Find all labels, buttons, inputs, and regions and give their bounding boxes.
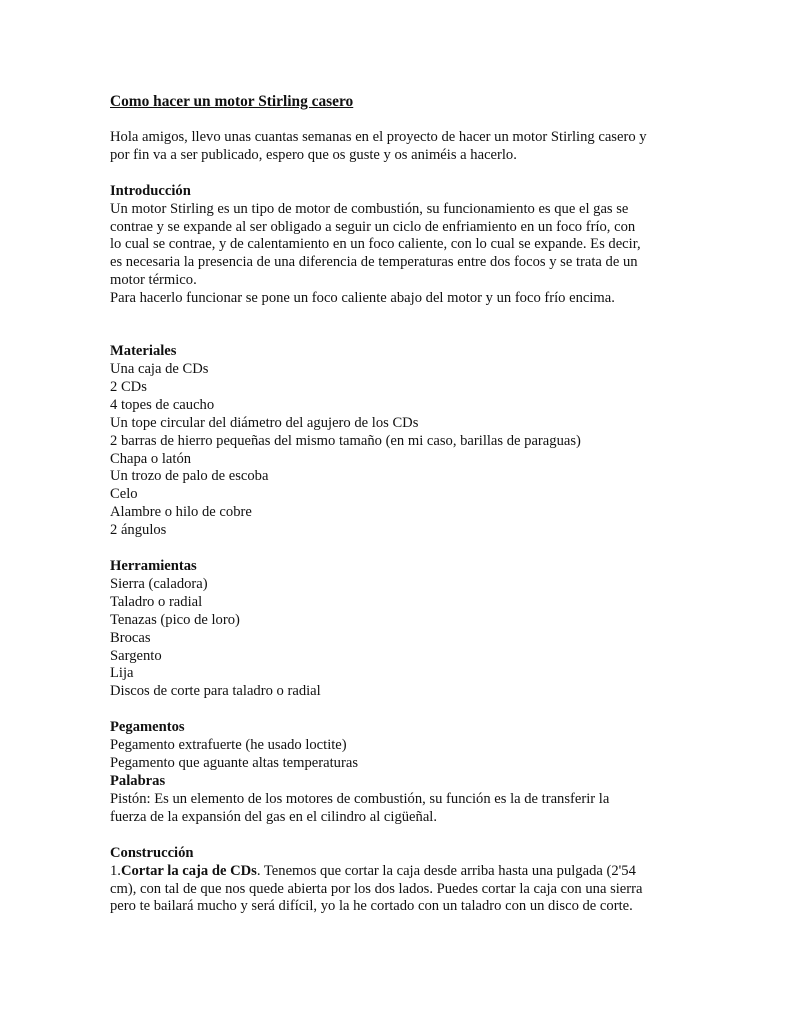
- materiales-item: 2 barras de hierro pequeñas del mismo tamaño (en mi caso, barillas de paraguas): [110, 432, 581, 449]
- pegamentos-item: Pegamento extrafuerte (he usado loctite): [110, 737, 347, 754]
- materiales-item: 4 topes de caucho: [110, 396, 215, 413]
- introduccion-line: contrae y se expande al ser obligado a seguir un ciclo de enfriamiento en un foco frío, con: [110, 218, 636, 235]
- introduccion-line: Para hacerlo funcionar se pone un foco caliente abajo del motor y un foco frío encima.: [110, 290, 615, 307]
- intro-paragraph: [110, 129, 690, 165]
- herramientas-item: Sierra (caladora): [110, 575, 208, 592]
- palabras-line: fuerza de la expansión del gas en el cilindro al cigüeñal.: [110, 808, 438, 825]
- introduccion-line: lo cual se contrae, y de calentamiento en un foco caliente, con lo cual se expande. Es decir,: [110, 236, 641, 253]
- materiales-item: Alambre o hilo de cobre: [110, 504, 252, 521]
- step-text: . Tenemos que cortar la caja desde arriba hasta una pulgada (2'54: [256, 862, 636, 879]
- step-number: 1.: [110, 862, 121, 879]
- herramientas-heading: Herramientas: [110, 558, 197, 575]
- introduccion-line: es necesaria la presencia de una diferencia de temperaturas entre dos focos y se trata de un: [110, 254, 638, 271]
- pegamentos-item: Pegamento que aguante altas temperaturas: [110, 755, 358, 772]
- pegamentos-heading: Pegamentos: [110, 719, 185, 736]
- introduccion-line: motor térmico.: [110, 272, 197, 289]
- construccion-first-line: [110, 863, 690, 881]
- herramientas-item: Taladro o radial: [110, 593, 203, 610]
- pegamentos-section: [110, 719, 690, 773]
- introduccion-line: Un motor Stirling es un tipo de motor de combustión, su funcionamiento es que el gas se: [110, 200, 629, 217]
- materiales-item: Celo: [110, 486, 138, 503]
- palabras-line: Pistón: Es un elemento de los motores de combustión, su función es la de transferir la: [110, 790, 610, 807]
- document-title: Como hacer un motor Stirling casero: [110, 93, 354, 110]
- materiales-section: [110, 343, 690, 540]
- palabras-heading: Palabras: [110, 773, 166, 789]
- materiales-item: 2 ángulos: [110, 522, 167, 539]
- materiales-item: Una caja de CDs: [110, 360, 209, 377]
- step-title: Cortar la caja de CDs: [120, 862, 257, 879]
- materiales-heading: Materiales: [110, 343, 177, 360]
- herramientas-item: Tenazas (pico de loro): [110, 611, 240, 628]
- materiales-item: Un trozo de palo de escoba: [110, 468, 269, 485]
- materiales-item: Un tope circular del diámetro del agujero de los CDs: [110, 414, 419, 431]
- herramientas-section: [110, 558, 690, 701]
- herramientas-item: Sargento: [110, 647, 162, 664]
- construccion-line: pero te bailará mucho y será difícil, yo la he cortado con un taladro con un disco de corte.: [110, 898, 633, 915]
- construccion-heading: Construcción: [110, 844, 194, 861]
- introduccion-section: [110, 183, 690, 308]
- herramientas-item: Discos de corte para taladro o radial: [110, 683, 321, 700]
- palabras-section: [110, 773, 690, 827]
- herramientas-item: Lija: [110, 665, 134, 682]
- materiales-item: Chapa o latón: [110, 450, 192, 467]
- intro-line: por fin va a ser publicado, espero que os guste y os animéis a hacerlo.: [110, 146, 517, 163]
- introduccion-heading: Introducción: [110, 182, 191, 199]
- herramientas-item: Brocas: [110, 629, 151, 646]
- intro-line: Hola amigos, llevo unas cuantas semanas en el proyecto de hacer un motor Stirling casero y: [110, 128, 647, 145]
- materiales-item: 2 CDs: [110, 378, 147, 395]
- document-page: [110, 93, 690, 916]
- construccion-section: [110, 845, 690, 917]
- construccion-line: cm), con tal de que nos quede abierta por los dos lados. Puedes cortar la caja con una sierra: [110, 880, 643, 897]
